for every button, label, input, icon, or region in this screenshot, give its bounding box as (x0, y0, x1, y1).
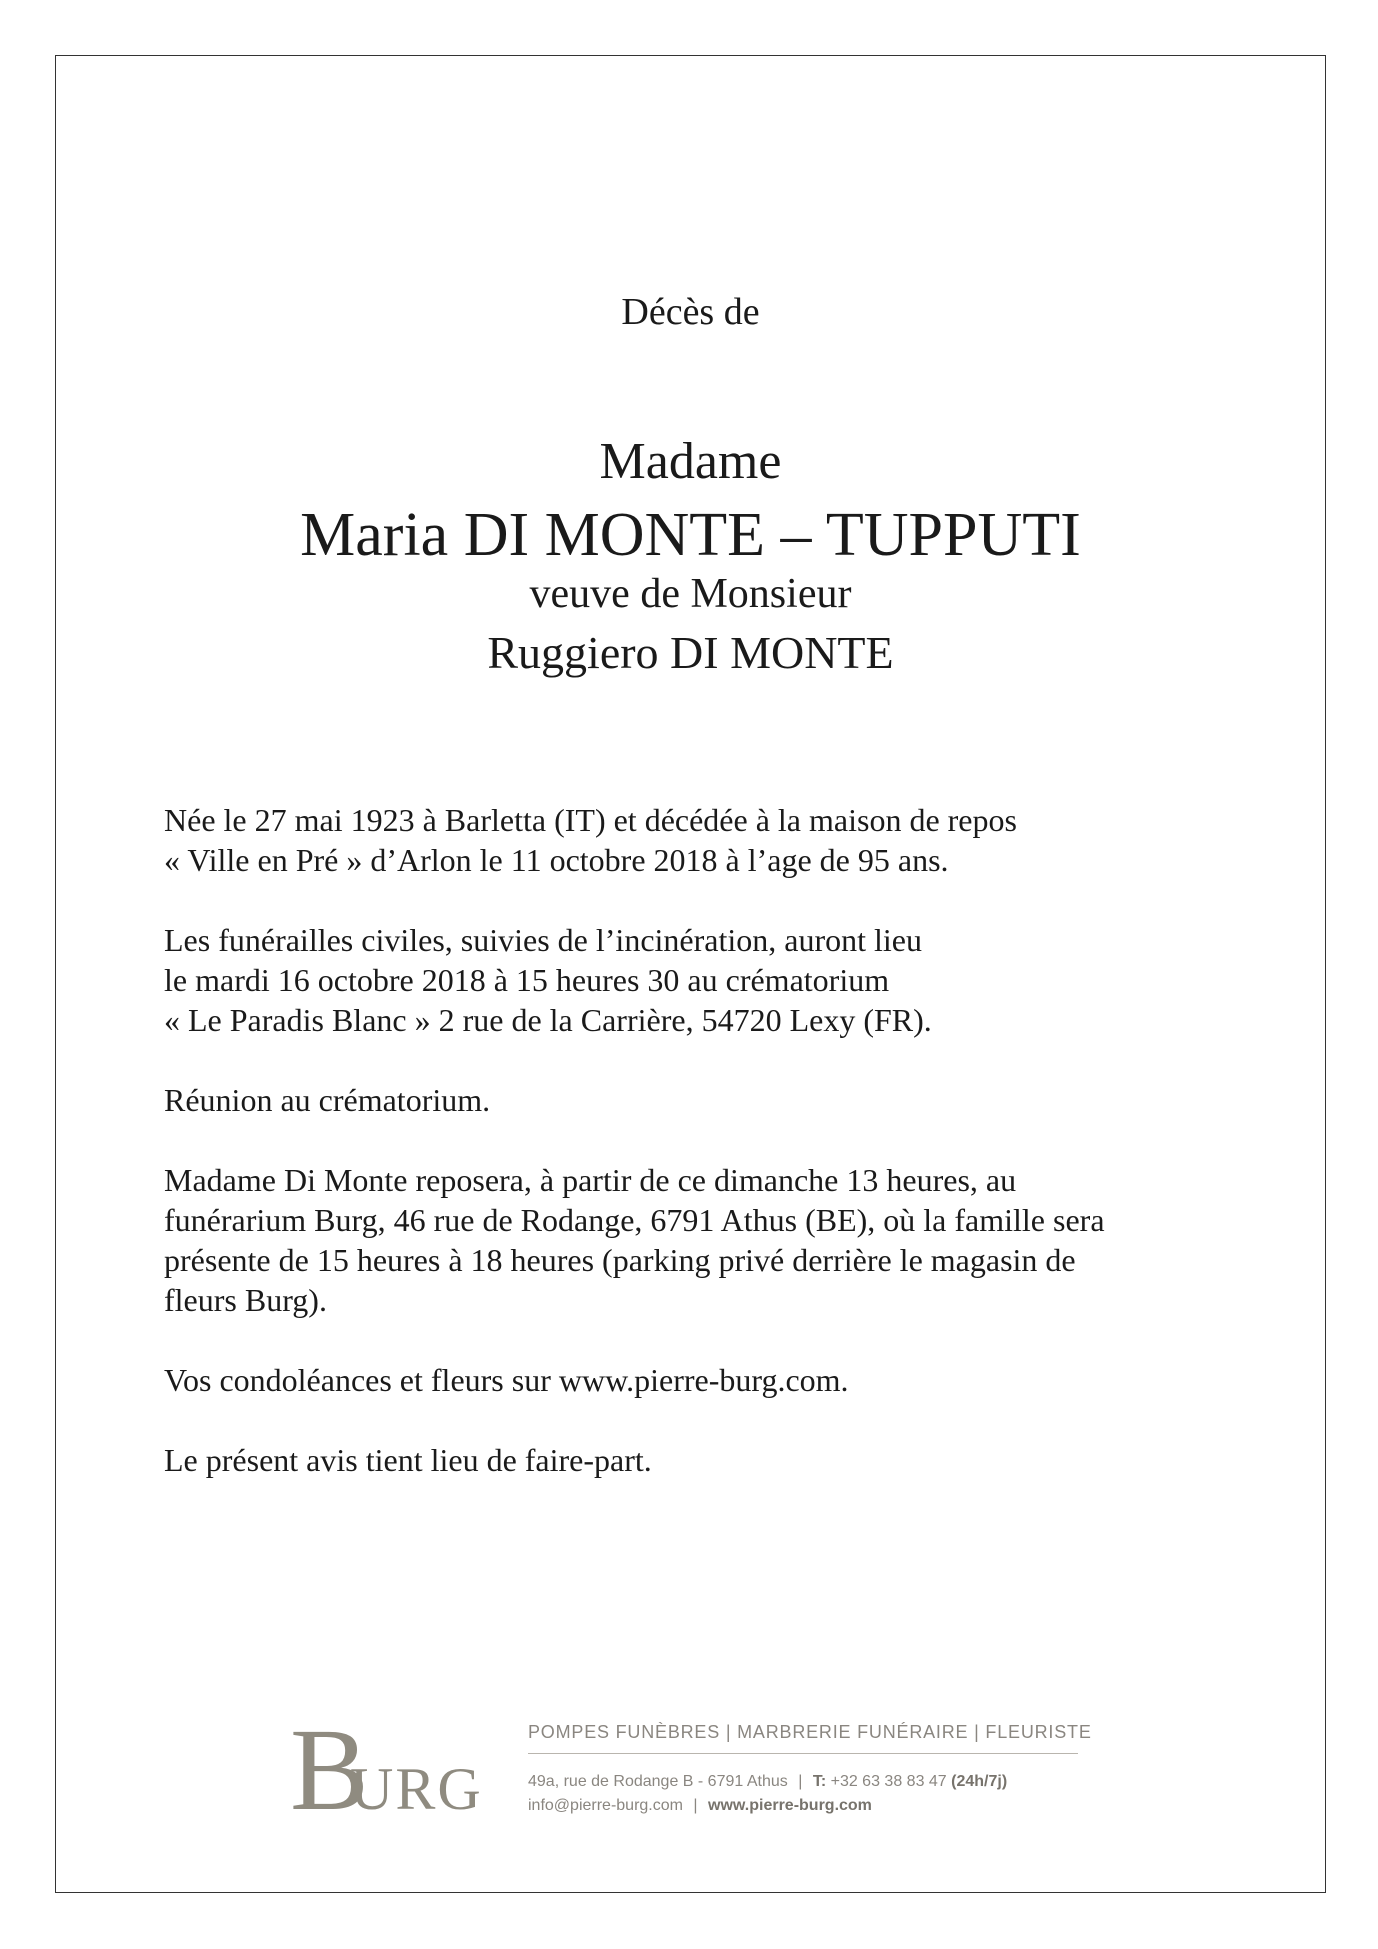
notice-heading: Décès de (621, 291, 760, 333)
paragraph-birth-death (164, 800, 1264, 880)
text-line: Les funérailles civiles, suivies de l’incinération, auront lieu (164, 922, 922, 958)
text-line: Madame Di Monte reposera, à partir de ce dimanche 13 heures, au (164, 1162, 1017, 1198)
burg-logo (290, 1704, 483, 1835)
paragraph-condolences (164, 1360, 1264, 1400)
footer-website[interactable]: www.pierre-burg.com (708, 1797, 872, 1814)
text-line: le mardi 16 octobre 2018 à 15 heures 30 au crématorium (164, 962, 890, 998)
husband-name: Ruggiero DI MONTE (487, 627, 894, 678)
text-line: funérarium Burg, 46 rue de Rodange, 6791 Athus (BE), où la famille sera (164, 1202, 1105, 1238)
notice-title: Madame (599, 433, 782, 490)
text-line: Le présent avis tient lieu de faire-part. (164, 1442, 652, 1478)
logo-letters-urg: URG (350, 1756, 483, 1822)
text-line: « Ville en Pré » d’Arlon le 11 octobre 2018 à l’age de 95 ans. (164, 842, 949, 878)
footer-separator: | (693, 1797, 698, 1814)
paragraph-visitation (164, 1160, 1264, 1320)
footer-contact-line-2 (528, 1794, 1078, 1818)
footer-tagline: POMPES FUNÈBRES | MARBRERIE FUNÉRAIRE | FLEURISTE (528, 1722, 1078, 1754)
deceased-name: Maria DI MONTE – TUPPUTI (300, 501, 1081, 569)
paragraph-meeting (164, 1080, 1264, 1120)
footer-phone: +32 63 38 83 47 (830, 1773, 947, 1790)
text-line: présente de 15 heures à 18 heures (parking privé derrière le magasin de (164, 1242, 1076, 1278)
footer-contact (528, 1770, 1078, 1818)
widow-of: veuve de Monsieur (529, 571, 852, 617)
text-line: Vos condoléances et fleurs sur www.pierre-burg.com. (164, 1362, 849, 1398)
footer-address: 49a, rue de Rodange B - 6791 Athus (528, 1773, 788, 1790)
text-line: Née le 27 mai 1923 à Barletta (IT) et décédée à la maison de repos (164, 802, 1017, 838)
paragraph-funeral (164, 920, 1264, 1040)
footer-email[interactable]: info@pierre-burg.com (528, 1797, 683, 1814)
footer-phone-label: T: (812, 1773, 827, 1790)
text-line: « Le Paradis Blanc » 2 rue de la Carrière, 54720 Lexy (FR). (164, 1002, 932, 1038)
footer-info (528, 1722, 1092, 1818)
footer-separator: | (798, 1773, 803, 1790)
text-line: fleurs Burg). (164, 1282, 327, 1318)
paragraph-closing (164, 1440, 1264, 1480)
text-line: Réunion au crématorium. (164, 1082, 491, 1118)
footer-phone-hours: (24h/7j) (951, 1773, 1008, 1790)
footer-contact-line-1 (528, 1770, 1078, 1794)
logo-letter-b: B (290, 1704, 369, 1835)
